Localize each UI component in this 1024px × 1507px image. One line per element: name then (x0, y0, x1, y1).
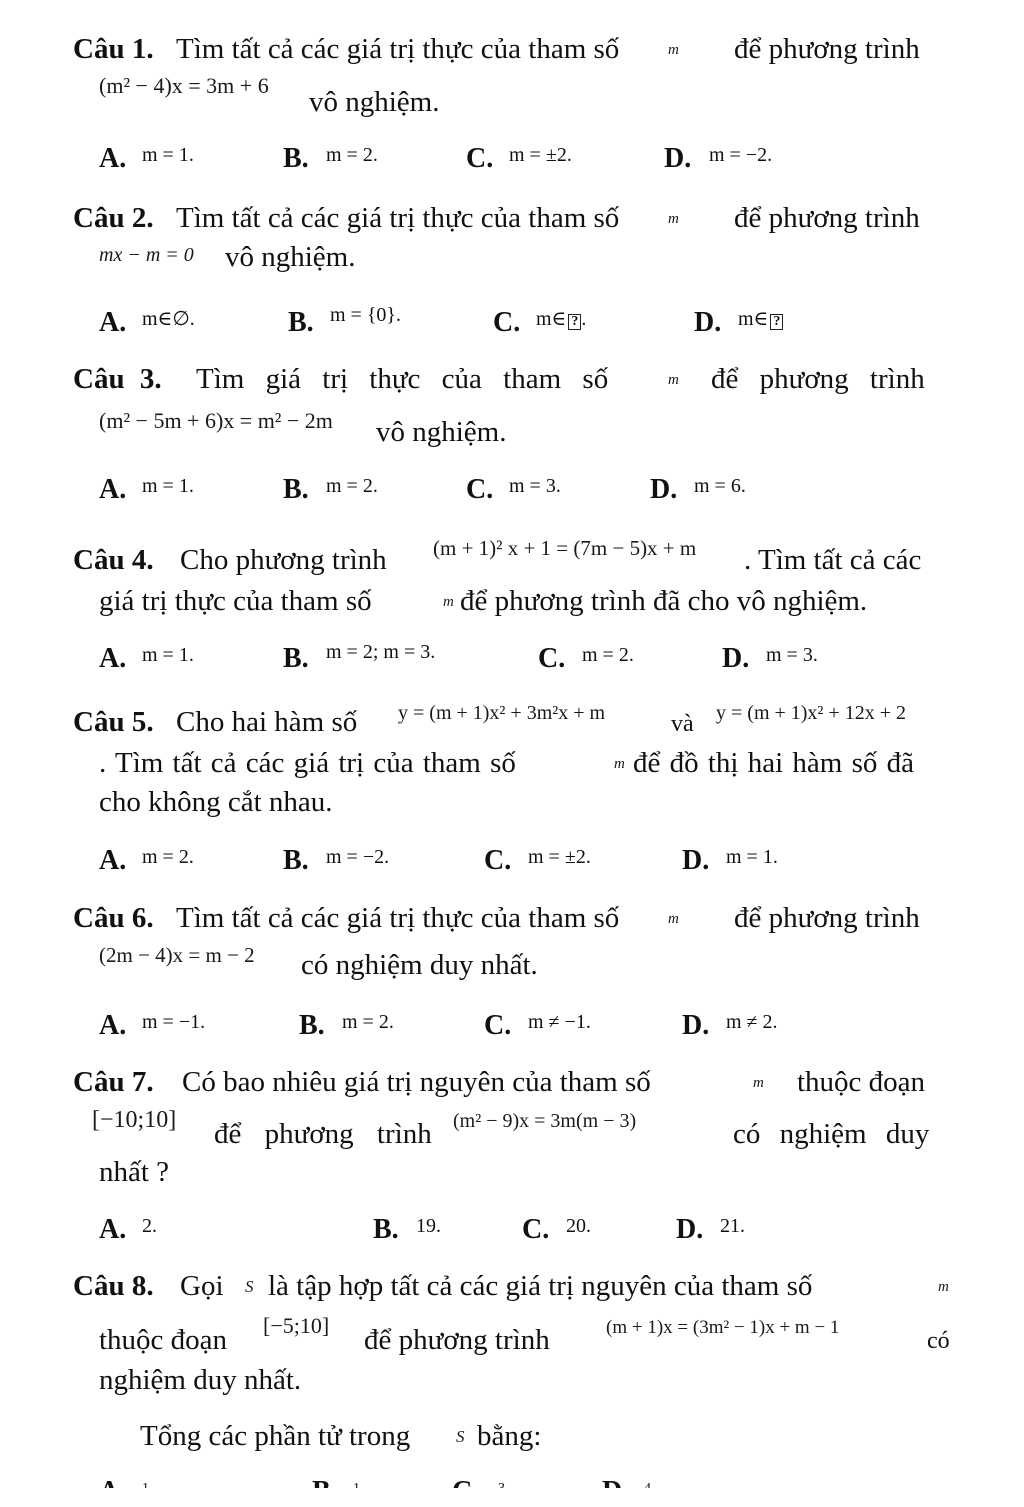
option-b-letter: B. (373, 1214, 399, 1245)
question-text: Cho phương trình (180, 544, 387, 576)
option-a-letter: A. (99, 1214, 127, 1245)
interval: [−10;10] (92, 1107, 177, 1133)
option-c-value[interactable]: m = ±2. (509, 144, 572, 166)
question-text-line3: nhất ? (99, 1156, 170, 1188)
question-text: Cho hai hàm số (176, 706, 358, 738)
option-d-text: m∈ (738, 308, 769, 330)
question-text-line3: cho không cắt nhau. (99, 786, 333, 818)
option-d-value[interactable]: m = 6. (694, 475, 746, 497)
option-d-letter: D. (664, 143, 692, 174)
equation: (m + 1)² x + 1 = (7m − 5)x + m (433, 536, 697, 560)
option-b-value[interactable]: m = 2. (326, 475, 378, 497)
equation: (2m − 4)x = m − 2 (99, 943, 255, 967)
option-a-value[interactable]: m = 2. (142, 846, 194, 868)
param-symbol: m (614, 756, 625, 772)
equation: mx − m = 0 (99, 244, 194, 266)
option-b-value[interactable]: m = 2. (326, 144, 378, 166)
option-a-value[interactable]: m∈∅. (142, 308, 195, 330)
option-d-value[interactable] (738, 309, 783, 330)
question-text-line2: vô nghiệm. (225, 241, 356, 273)
param-symbol: m (668, 372, 679, 388)
option-d-letter: D. (682, 845, 710, 876)
option-d-value[interactable]: m = 3. (766, 644, 818, 666)
param-symbol: m (443, 594, 454, 610)
option-b-value[interactable]: 19. (416, 1215, 441, 1237)
param-symbol: m (668, 211, 679, 227)
question-text: Tìm tất cả các giá trị thực của tham số (176, 902, 620, 934)
option-a-value[interactable]: m = 1. (142, 475, 194, 497)
option-d-letter: D. (676, 1214, 704, 1245)
question-text-cont: để phương trình (711, 363, 925, 395)
question-label: Câu 5. (73, 706, 154, 738)
question-text-line2b: để đồ thị hai hàm số đã (633, 747, 915, 779)
question-text-line2: có nghiệm duy nhất. (301, 949, 538, 981)
equation: (m² − 9)x = 3m(m − 3) (453, 1110, 637, 1132)
equation-2: y = (m + 1)x² + 12x + 2 (716, 702, 906, 724)
equation: (m² − 4)x = 3m + 6 (99, 73, 269, 98)
set-symbol: S (245, 1277, 254, 1296)
question-label: Câu 6. (73, 902, 154, 934)
question-text-line4b: bằng: (477, 1420, 542, 1452)
option-b-value[interactable]: m = 2; m = 3. (326, 641, 436, 663)
question-text-cont: để phương trình (734, 902, 920, 934)
option-d-value[interactable]: m = −2. (709, 144, 773, 166)
option-c-value[interactable]: m ≠ −1. (528, 1011, 591, 1033)
question-text: Tìm giá trị thực của tham số (196, 363, 609, 395)
option-b-value[interactable]: m = 2. (342, 1011, 394, 1033)
option-d-value[interactable]: 21. (720, 1215, 745, 1237)
question-label: Câu 4. (73, 544, 154, 576)
option-b-letter: B. (283, 143, 309, 174)
question-text-line2: vô nghiệm. (376, 416, 507, 448)
option-a-letter: A. (99, 643, 127, 674)
option-c-text: m∈ (536, 308, 567, 330)
question-text-line2: vô nghiệm. (309, 86, 440, 118)
option-d-letter: D. (650, 474, 678, 505)
option-d-letter: D. (682, 1010, 710, 1041)
question-text: Tìm tất cả các giá trị thực của tham số (176, 33, 620, 65)
question-text-cont: để phương trình (734, 33, 920, 65)
option-b-letter: B. (283, 643, 309, 674)
option-c-letter: C. (484, 1010, 512, 1041)
question-label: Câu 8. (73, 1270, 154, 1302)
set-symbol: S (456, 1427, 465, 1446)
question-label: Câu 2. (73, 202, 154, 234)
question-text-line2: để phương trình (214, 1118, 432, 1150)
param-symbol: m (668, 42, 679, 58)
option-b-letter: B. (283, 474, 309, 505)
option-b-letter: B. (283, 845, 309, 876)
question-text: Tìm tất cả các giá trị thực của tham số (176, 202, 620, 234)
option-c-value[interactable]: m = ±2. (528, 846, 591, 868)
option-d-value[interactable]: m ≠ 2. (726, 1011, 778, 1033)
option-c-letter: C. (484, 845, 512, 876)
param-symbol: m (668, 911, 679, 927)
option-d-value[interactable]: m = 1. (726, 846, 778, 868)
question-text-cont: . Tìm tất cả các (744, 544, 922, 576)
question-text-line2b: để phương trình đã cho vô nghiệm. (460, 585, 868, 617)
option-a-value[interactable]: m = 1. (142, 644, 194, 666)
missing-glyph-icon: ? (770, 314, 783, 330)
question-text-line3: nghiệm duy nhất. (99, 1364, 302, 1396)
question-text-cont: để phương trình (734, 202, 920, 234)
question-text-line2: thuộc đoạn (99, 1324, 228, 1356)
option-a-letter: A. (99, 845, 127, 876)
option-a-letter: A. (99, 1010, 127, 1041)
question-text-cont: thuộc đoạn (797, 1066, 926, 1098)
param-symbol: m (938, 1279, 949, 1295)
option-c-letter: C. (538, 643, 566, 674)
option-b-value[interactable]: m = −2. (326, 846, 390, 868)
param-symbol: m (753, 1075, 764, 1091)
option-c-value[interactable]: m = 2. (582, 644, 634, 666)
equation: y = (m + 1)x² + 3m²x + m (398, 702, 606, 724)
option-c-letter: C. (522, 1214, 550, 1245)
option-d-letter: D. (722, 643, 750, 674)
option-a-letter: A. (99, 307, 127, 338)
option-b-letter: B. (288, 307, 314, 338)
equation: (m + 1)x = (3m² − 1)x + m − 1 (606, 1317, 840, 1338)
question-text-line2b: có nghiệm duy (733, 1118, 930, 1150)
question-label: Câu 7. (73, 1066, 154, 1098)
question-text-line4: Tổng các phần tử trong (140, 1420, 411, 1452)
question-text-line2: giá trị thực của tham số (99, 585, 372, 617)
equation: (m² − 5m + 6)x = m² − 2m (99, 408, 333, 433)
option-b-letter: B. (299, 1010, 325, 1041)
page-crop-edge (0, 1488, 1024, 1502)
option-d-letter: D. (694, 307, 722, 338)
option-a-letter: A. (99, 474, 127, 505)
option-c-letter: C. (466, 143, 494, 174)
option-c-tail: . (581, 308, 587, 330)
option-c-value[interactable]: 20. (566, 1215, 591, 1237)
option-a-value[interactable]: m = −1. (142, 1011, 206, 1033)
option-c-letter: C. (493, 307, 521, 338)
missing-glyph-icon: ? (568, 314, 581, 330)
question-text-cont: là tập hợp tất cả các giá trị nguyên của tham số (268, 1270, 813, 1302)
question-label: Câu 1. (73, 33, 154, 65)
question-text-line2c: có (927, 1328, 950, 1354)
option-c-value[interactable] (536, 309, 586, 330)
option-a-value[interactable]: 2. (142, 1215, 157, 1237)
option-c-value[interactable]: m = 3. (509, 475, 561, 497)
question-label: Câu 3. (73, 363, 162, 395)
option-b-value[interactable]: m = {0}. (330, 304, 402, 326)
question-text: Gọi (180, 1270, 224, 1302)
option-c-letter: C. (466, 474, 494, 505)
question-text: Có bao nhiêu giá trị nguyên của tham số (182, 1066, 651, 1098)
option-a-value[interactable]: m = 1. (142, 144, 194, 166)
conjunction: và (671, 711, 694, 737)
question-text-line2: . Tìm tất cả các giá trị của tham số (99, 747, 516, 779)
option-a-letter: A. (99, 143, 127, 174)
question-text-line2b: để phương trình (364, 1324, 550, 1356)
interval: [−5;10] (263, 1313, 330, 1338)
